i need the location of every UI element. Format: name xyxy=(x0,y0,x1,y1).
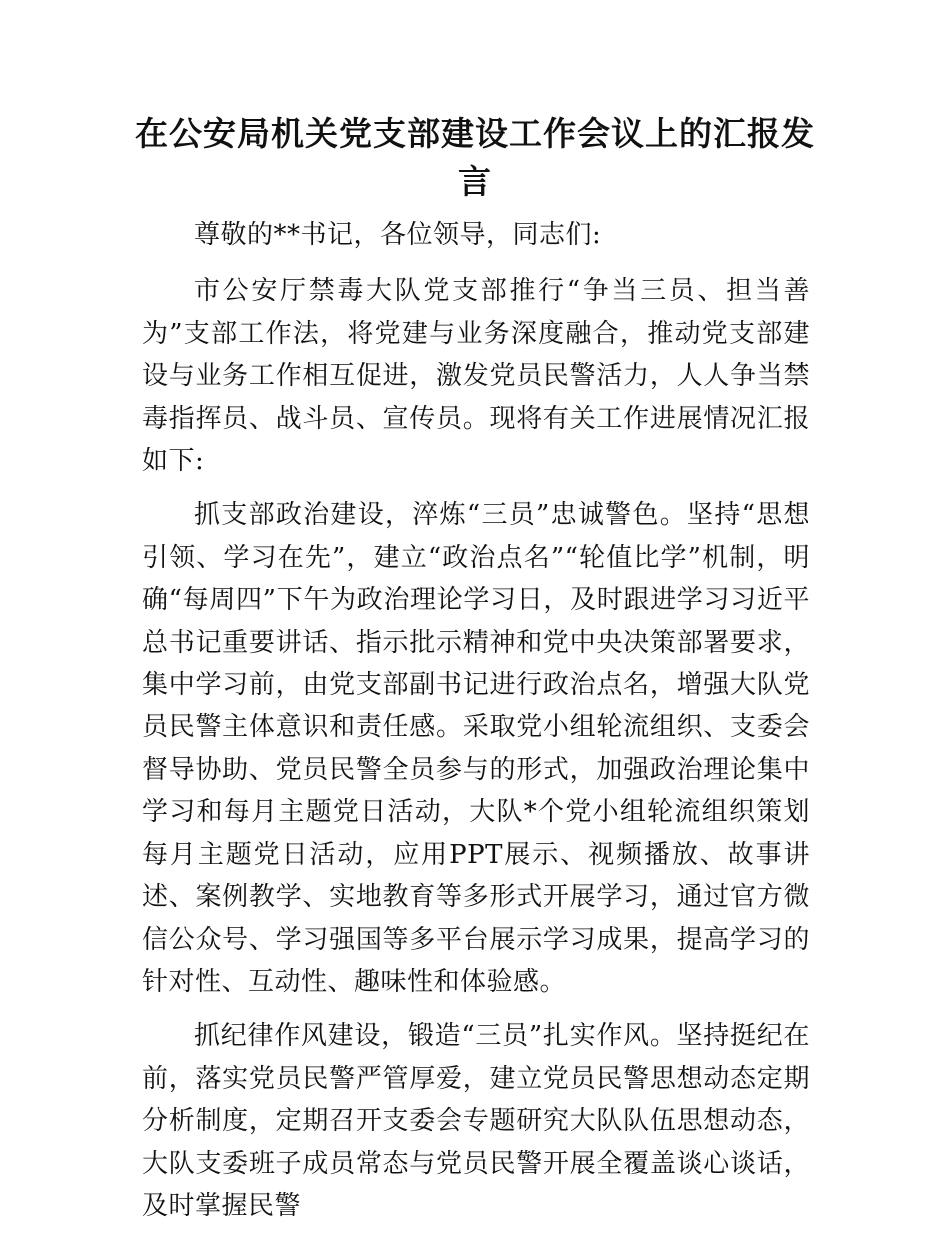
paragraph-political-building: 抓支部政治建设，淬炼“三员”忠诚警色。坚持“思想引领、学习在先”，建立“政治点名”“轮值比学”机制，明确“每周四”下午为政治理论学习日，及时跟进学习习近平总书记重要讲话、指示批示精神和党中央决策部署要求，集中学习前，由党支部副书记进行政治点名，增强大队党员民警主体意识和责任感。采取党小组轮流组织、支委会督导协助、党员民警全员参与的形式，加强政治理论集中学习和每月主题党日活动，大队*个党小组轮流组织策划每月主题党日活动，应用PPT展示、视频播放、故事讲述、案例教学、实地教育等多形式开展学习，通过官方微信公众号、学习强国等多平台展示学习成果，提高学习的针对性、互动性、趣味性和体验感。 xyxy=(142,500,810,997)
paragraph-discipline-building: 抓纪律作风建设，锻造“三员”扎实作风。坚持挺纪在前，落实党员民警严管厚爱，建立党员民警思想动态定期分析制度，定期召开支委会专题研究大队队伍思想动态，大队支委班子成员常态与党员民警开展全覆盖谈心谈话，及时掌握民警 xyxy=(142,1021,810,1221)
document-body xyxy=(142,214,810,1239)
paragraph-intro: 市公安厅禁毒大队党支部推行“争当三员、担当善为”支部工作法，将党建与业务深度融合，推动党支部建设与业务工作相互促进，激发党员民警活力，人人争当禁毒指挥员、战斗员、宣传员。现将有关工作进展情况汇报如下: xyxy=(142,276,810,477)
document-title: 在公安局机关党支部建设工作会议上的汇报发言 xyxy=(135,114,815,201)
salutation: 尊敬的**书记，各位领导，同志们: xyxy=(194,220,602,250)
